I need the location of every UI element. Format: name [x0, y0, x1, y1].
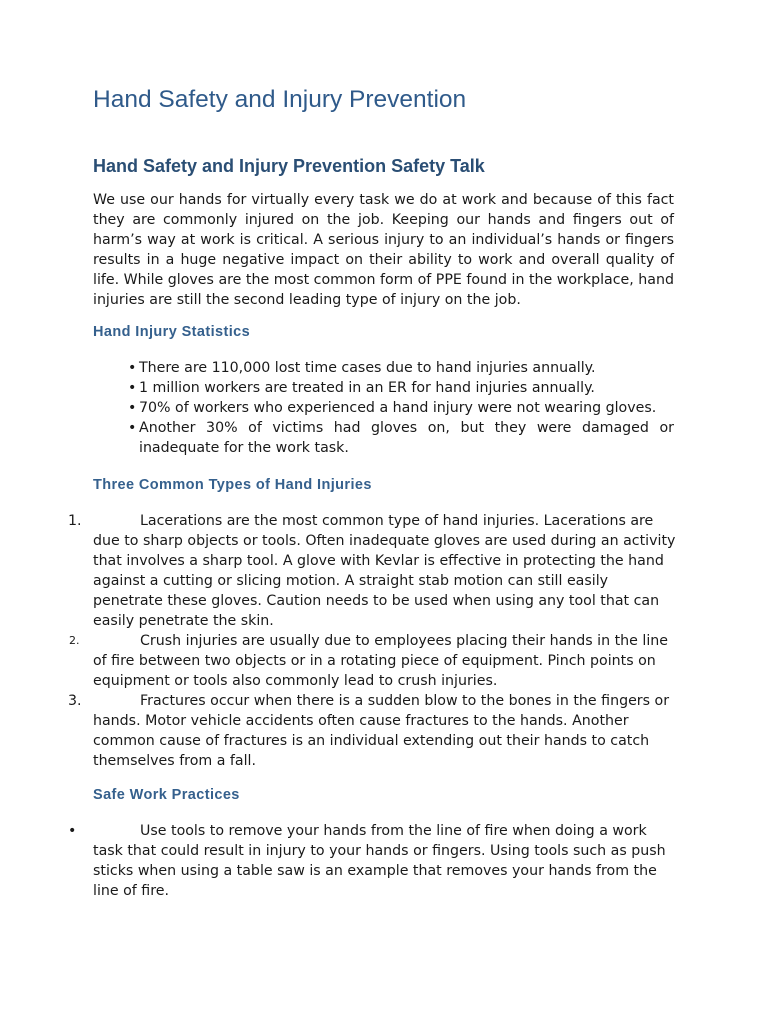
list-item: 2. Crush injuries are usually due to employees placing their hands in the line of fire between two objects or in a rotating piece of equipment. Pinch points on equipment or tools also commonly lead to crush injuries.	[69, 633, 669, 689]
intro-paragraph: We use our hands for virtually every task we do at work and because of this fact they are commonly injured on the job. Keeping our hands and fingers out of harm’s way at work is critical. A serious injury to an individual’s hands or fingers results in a huge negative impact on their ability to work and overall quality of life. While gloves are the most common form of PPE found in the workplace, hand injuries are still the second leading type of injury on the job.	[93, 192, 674, 308]
safety-talk-heading: Hand Safety and Injury Prevention Safety Talk	[93, 156, 485, 176]
stats-list	[128, 358, 674, 458]
list-item: • 70% of workers who experienced a hand injury were not wearing gloves.	[128, 400, 657, 416]
page-title: Hand Safety and Injury Prevention	[93, 86, 467, 113]
safe-practices-heading: Safe Work Practices	[93, 787, 240, 803]
safe-practices-list	[66, 821, 676, 901]
bullet-icon: •	[128, 420, 137, 436]
list-item: 3. Fractures occur when there is a sudden blow to the bones in the fingers or hands. Motor vehicle accidents often cause fractures to the hands. Another common cause of fractures is an individual extending out their hands to catch themselves from a fall.	[68, 693, 670, 769]
bullet-icon: •	[128, 400, 137, 416]
stats-heading: Hand Injury Statistics	[93, 324, 251, 340]
injury-types-list	[66, 511, 676, 771]
list-item: • Another 30% of victims had gloves on, but they were damaged or inadequate for the work task.	[128, 420, 674, 456]
list-item: • 1 million workers are treated in an ER for hand injuries annually.	[128, 380, 595, 396]
list-item: • There are 110,000 lost time cases due to hand injuries annually.	[128, 360, 596, 376]
bullet-icon: •	[128, 360, 137, 376]
bullet-icon: •	[128, 380, 137, 396]
injury-types-heading: Three Common Types of Hand Injuries	[93, 477, 372, 493]
bullet-icon: •	[68, 823, 77, 839]
list-item: • Use tools to remove your hands from the line of fire when doing a work task that could result in injury to your hands or fingers. Using tools such as push sticks when using a table saw is an example that removes your hands from the line of fire.	[68, 823, 666, 899]
list-item: 1. Lacerations are the most common type of hand injuries. Lacerations are due to sharp objects or tools. Often inadequate gloves are used during an activity that involves a sharp tool. A glove with Kevlar is effective in protecting the hand against a cutting or slicing motion. A straight stab motion can still easily penetrate these gloves. Caution needs to be used when using any tool that can easily penetrate the skin.	[68, 513, 676, 629]
